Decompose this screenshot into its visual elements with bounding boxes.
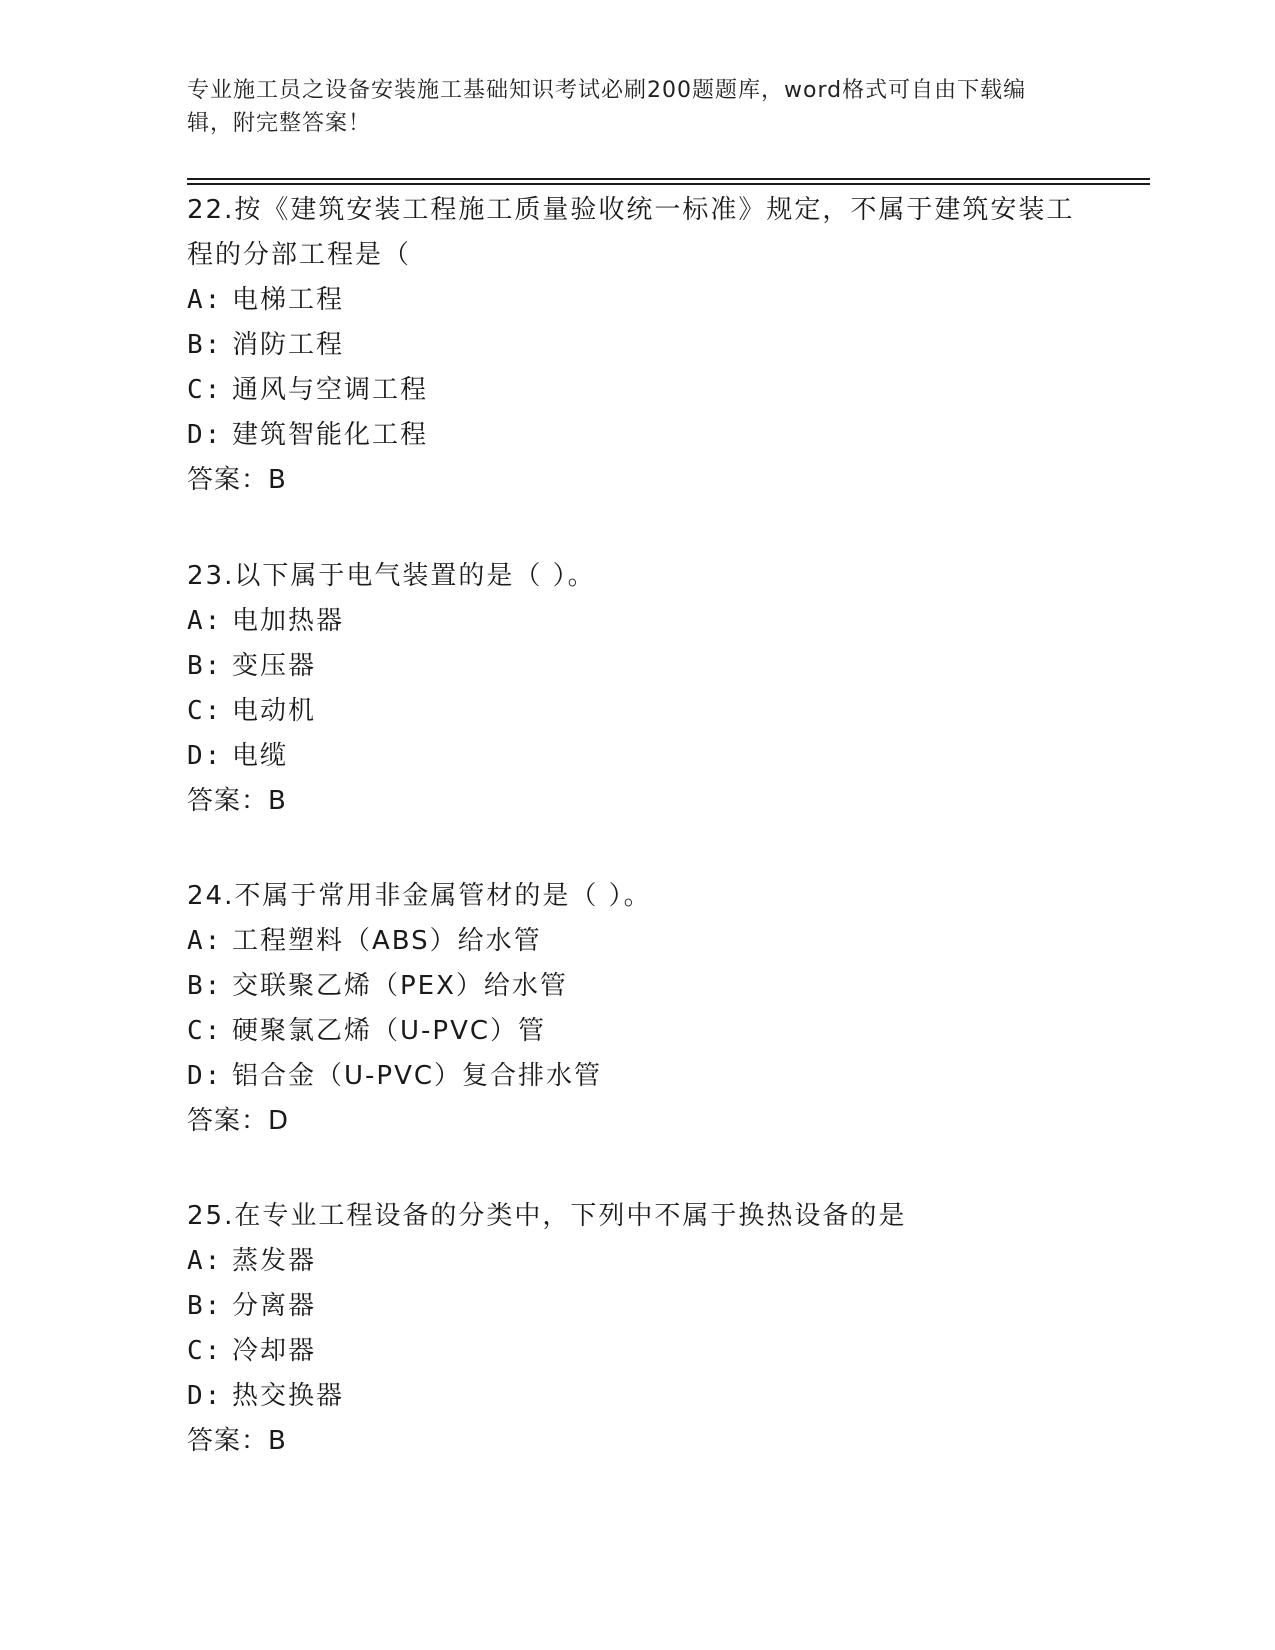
option-text: 交联聚乙烯（PEX）给水管 — [232, 971, 568, 1001]
question-24 — [187, 874, 1087, 1144]
option-letter: A: — [187, 926, 223, 956]
option-d — [187, 413, 1087, 458]
option-text: 冷却器 — [232, 1336, 317, 1366]
option-letter: D: — [187, 1381, 223, 1411]
option-letter: C: — [187, 375, 223, 405]
option-d — [187, 1374, 1087, 1419]
option-c — [187, 689, 1087, 734]
header-rule-bottom — [187, 183, 1150, 185]
option-b — [187, 323, 1087, 368]
answer: 答案：B — [187, 786, 287, 816]
option-text: 电梯工程 — [232, 285, 345, 315]
option-text: 铝合金（U-PVC）复合排水管 — [232, 1061, 603, 1091]
option-b — [187, 644, 1087, 689]
answer: 答案：D — [187, 1106, 290, 1136]
question-stem: 25.在专业工程设备的分类中，下列中不属于换热设备的是 — [187, 1201, 907, 1231]
option-letter: A: — [187, 606, 223, 636]
option-text: 建筑智能化工程 — [232, 420, 429, 450]
option-text: 电加热器 — [232, 606, 345, 636]
question-stem: 23.以下属于电气装置的是（ ）。 — [187, 561, 596, 591]
option-letter: D: — [187, 741, 223, 771]
question-22 — [187, 188, 1087, 503]
option-letter: A: — [187, 285, 223, 315]
option-c — [187, 1009, 1087, 1054]
question-stem: 22.按《建筑安装工程施工质量验收统一标准》规定，不属于建筑安装工程的分部工程是（ — [187, 195, 1075, 270]
option-letter: B: — [187, 330, 223, 360]
option-text: 硬聚氯乙烯（U-PVC）管 — [232, 1016, 547, 1046]
option-b — [187, 1284, 1087, 1329]
option-text: 分离器 — [232, 1291, 317, 1321]
option-text: 通风与空调工程 — [232, 375, 429, 405]
option-a — [187, 599, 1087, 644]
page-header: 专业施工员之设备安装施工基础知识考试必刷200题题库，word格式可自由下载编辑，附完整答案！ — [187, 78, 1027, 136]
answer: 答案：B — [187, 465, 287, 495]
header-rule-top — [187, 178, 1150, 180]
option-letter: B: — [187, 651, 223, 681]
option-b — [187, 964, 1087, 1009]
option-letter: B: — [187, 971, 223, 1001]
option-letter: A: — [187, 1246, 223, 1276]
option-letter: B: — [187, 1291, 223, 1321]
question-stem: 24.不属于常用非金属管材的是（ ）。 — [187, 881, 652, 911]
option-text: 变压器 — [232, 651, 317, 681]
answer: 答案：B — [187, 1426, 287, 1456]
option-text: 电缆 — [232, 741, 289, 771]
option-text: 蒸发器 — [232, 1246, 317, 1276]
option-letter: C: — [187, 1336, 223, 1366]
option-text: 消防工程 — [232, 330, 345, 360]
option-c — [187, 1329, 1087, 1374]
option-text: 热交换器 — [232, 1381, 345, 1411]
option-letter: D: — [187, 420, 223, 450]
option-d — [187, 1054, 1087, 1099]
option-d — [187, 734, 1087, 779]
option-c — [187, 368, 1087, 413]
option-letter: C: — [187, 696, 223, 726]
option-text: 工程塑料（ABS）给水管 — [232, 926, 542, 956]
option-a — [187, 1239, 1087, 1284]
option-letter: C: — [187, 1016, 223, 1046]
question-25 — [187, 1194, 1087, 1464]
option-letter: D: — [187, 1061, 223, 1091]
question-23 — [187, 554, 1087, 824]
option-text: 电动机 — [232, 696, 317, 726]
option-a — [187, 919, 1087, 964]
option-a — [187, 278, 1087, 323]
